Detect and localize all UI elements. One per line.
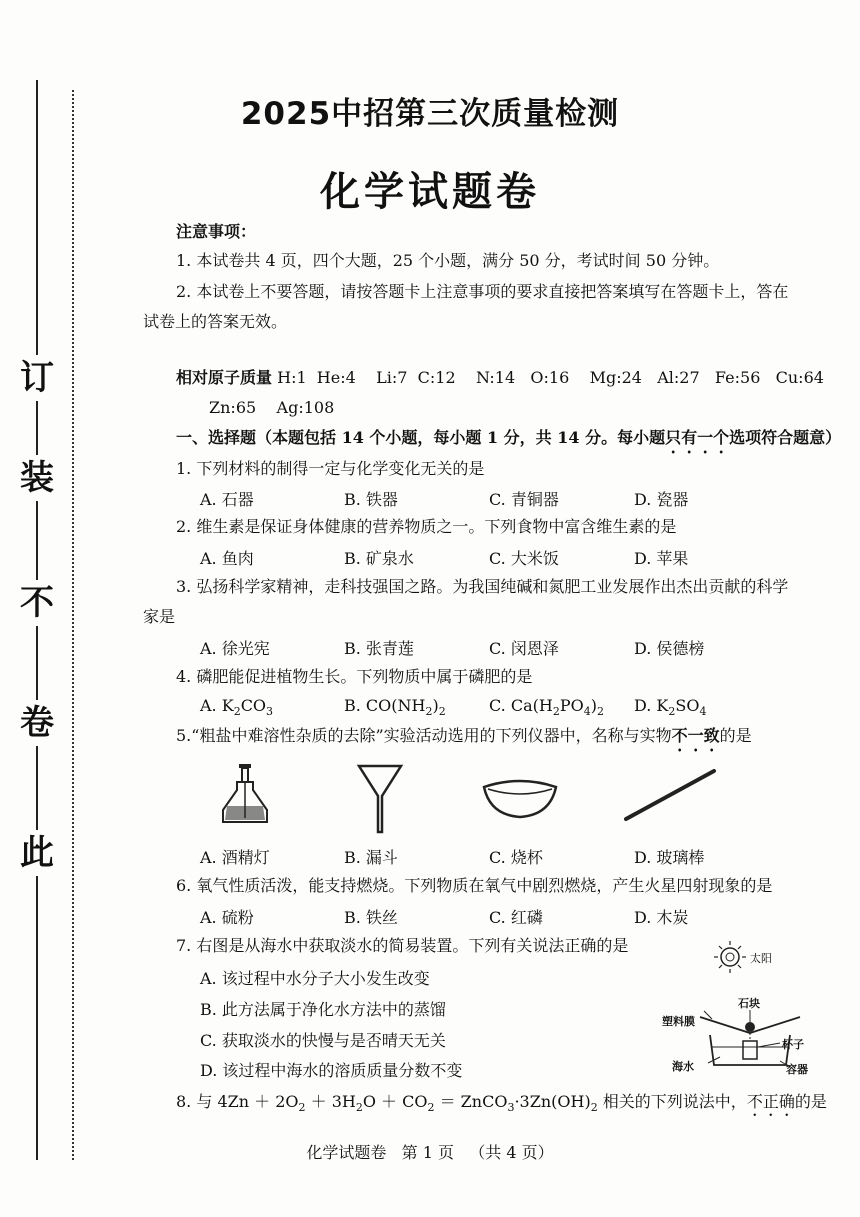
q7-option-a: A. 该过程中水分子大小发生改变 — [200, 969, 430, 988]
q6-option-b: B. 铁丝 — [344, 908, 398, 927]
emphasis-not-consistent: 不一致 — [671, 726, 720, 745]
subject-title: 化学试题卷 — [320, 168, 540, 215]
question-1-stem: 1. 下列材料的制得一定与化学变化无关的是 — [176, 459, 485, 478]
q4-option-c: C. $Ca(H_2PO_4)_2$ — [489, 696, 604, 719]
q5-option-d: D. 玻璃棒 — [634, 848, 705, 867]
q1-option-b: B. 铁器 — [344, 490, 398, 509]
q2-option-c: C. 大米饭 — [489, 549, 559, 568]
atomic-mass-label: 相对原子质量 — [176, 368, 273, 387]
question-3-stem: 3. 弘扬科学家精神，走科技强国之路。为我国纯碱和氮肥工业发展作出杰出贡献的科学 — [176, 577, 789, 596]
binding-char-5: 此 — [14, 830, 60, 876]
binding-char-1: 订 — [14, 355, 60, 401]
label-cup: 杯子 — [782, 1038, 804, 1051]
q7-option-d: D. 该过程中海水的溶质质量分数不变 — [200, 1061, 463, 1080]
q2-option-a: A. 鱼肉 — [200, 549, 254, 568]
q1-option-a: A. 石器 — [200, 490, 254, 509]
stone-icon — [745, 1022, 755, 1032]
sun-icon — [714, 941, 746, 973]
q3-option-c: C. 闵恩泽 — [489, 639, 559, 658]
notice-item-2-cont: 试卷上的答案无效。 — [143, 312, 288, 331]
funnel-icon — [355, 760, 405, 835]
q6-option-c: C. 红磷 — [489, 908, 543, 927]
question-7-stem: 7. 右图是从海水中获取淡水的简易装置。下列有关说法正确的是 — [176, 936, 629, 955]
q3-option-a: A. 徐光宪 — [200, 639, 270, 658]
label-stone: 石块 — [738, 997, 760, 1010]
emphasis-only-one: 只有一个 — [665, 428, 730, 447]
atomic-mass-values-2: Zn:65 Ag:108 — [209, 398, 335, 417]
q7-option-c: C. 获取淡水的快慢与是否晴天无关 — [200, 1031, 446, 1050]
q3-option-b: B. 张青莲 — [344, 639, 414, 658]
q3-option-d: D. 侯德榜 — [634, 639, 705, 658]
atomic-mass-line-1 — [176, 367, 824, 389]
q5-option-b: B. 漏斗 — [344, 848, 398, 867]
binding-char-4: 卷 — [14, 700, 60, 746]
q1-option-c: C. 青铜器 — [489, 490, 559, 509]
binding-char-3: 不 — [14, 580, 60, 626]
glass-rod-icon — [620, 765, 720, 825]
q2-option-b: B. 矿泉水 — [344, 549, 414, 568]
q4-option-d: D. $K_2SO_4$ — [634, 696, 707, 719]
alcohol-lamp-icon — [215, 762, 275, 832]
question-6-stem: 6. 氧气性质活泼，能支持燃烧。下列物质在氧气中剧烈燃烧，产生火星四射现象的是 — [176, 876, 773, 895]
question-2-stem: 2. 维生素是保证身体健康的营养物质之一。下列食物中富含维生素的是 — [176, 517, 677, 536]
emphasis-incorrect: 不正确 — [746, 1092, 795, 1111]
label-film: 塑料膜 — [662, 1015, 695, 1028]
q7-option-b: B. 此方法属于净化水方法中的蒸馏 — [200, 1000, 446, 1019]
exam-title: 2025中招第三次质量检测 — [240, 96, 620, 132]
question-5-stem: 5.“粗盐中难溶性杂质的去除”实验活动选用的下列仪器中，名称与实物不一致的是 — [176, 726, 752, 745]
atomic-mass-values-1: H:1 He:4 Li:7 C:12 N:14 O:16 Mg:24 Al:27 Fe:56 Cu:64 — [277, 368, 824, 387]
question-4-stem: 4. 磷肥能促进植物生长。下列物质中属于磷肥的是 — [176, 667, 533, 686]
q2-option-d: D. 苹果 — [634, 549, 689, 568]
notice-item-1: 1. 本试卷共 4 页，四个大题，25 个小题，满分 50 分，考试时间 50 分钟。 — [176, 251, 720, 270]
binding-char-2: 装 — [14, 455, 60, 501]
q4-option-a: A. $K_2CO_3$ — [200, 696, 274, 719]
q6-option-d: D. 木炭 — [634, 908, 689, 927]
page-footer: 化学试题卷 第 1 页 （共 4 页） — [306, 1143, 554, 1162]
binding-dotted-line — [72, 90, 74, 1160]
q4-option-b: B. $CO(NH_2)_2$ — [344, 696, 446, 719]
q1-option-d: D. 瓷器 — [634, 490, 689, 509]
label-container: 容器 — [786, 1063, 808, 1076]
notice-heading: 注意事项： — [176, 222, 257, 241]
q5-option-a: A. 酒精灯 — [200, 848, 270, 867]
q6-option-a: A. 硫粉 — [200, 908, 254, 927]
label-sun: 太阳 — [750, 952, 772, 965]
question-3-stem-cont: 家是 — [143, 607, 176, 626]
section-1-heading: 一、选择题（本题包括 14 个小题，每小题 1 分，共 14 分。每小题只有一个选项符合题意） — [176, 428, 842, 447]
notice-item-2: 2. 本试卷上不要答题，请按答题卡上注意事项的要求直接把答案填写在答题卡上，答在 — [176, 282, 789, 301]
question-8-stem: 8. 与 $4Zn + 2O_2 + 3H_2O + CO_2$ ＝ $ZnCO_3\cdot 3Zn(OH)_2$ 相关的下列说法中，不正确的是 — [176, 1092, 827, 1115]
label-seawater: 海水 — [672, 1060, 694, 1073]
q5-option-c: C. 烧杯 — [489, 848, 543, 867]
evaporating-dish-icon — [480, 775, 560, 820]
